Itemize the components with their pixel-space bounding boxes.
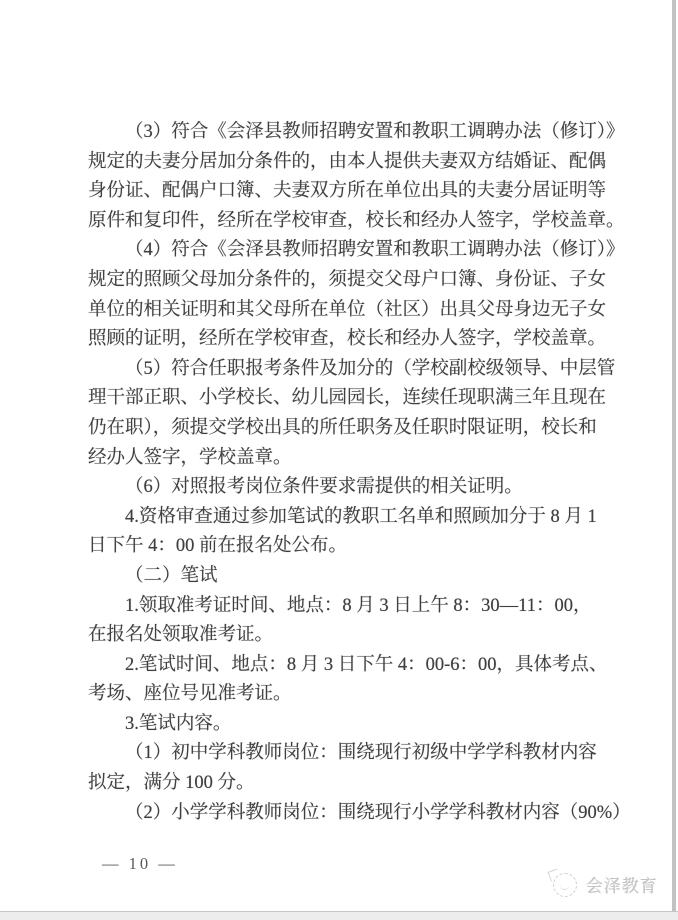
scan-edge-bottom bbox=[0, 911, 678, 920]
text-line: （5）符合任职报考条件及加分的（学校副校级领导、中层管 bbox=[125, 358, 616, 379]
text-line: 考场、座位号见准考证。 bbox=[88, 684, 292, 705]
scan-edge-right bbox=[672, 0, 676, 920]
text-line: 2.笔试时间、地点：8 月 3 日下午 4：00-6：00，具体考点、 bbox=[125, 654, 608, 675]
text-line: 经办人签字，学校盖章。 bbox=[88, 447, 292, 468]
text-line: 原件和复印件，经所在学校审查，校长和经办人签字，学校盖章。 bbox=[88, 210, 625, 231]
text-line: 4.资格审查通过参加笔试的教职工名单和照顾加分于 8 月 1 bbox=[125, 506, 597, 527]
text-line: 理干部正职、小学校长、幼儿园园长，连续任现职满三年且现在 bbox=[88, 388, 607, 409]
text-line: 仍在职），须提交学校出具的所任职务及任职时限证明，校长和 bbox=[88, 417, 597, 438]
text-line: 照顾的证明，经所在学校审查，校长和经办人签字，学校盖章。 bbox=[88, 329, 607, 350]
text-line: 在报名处领取准考证。 bbox=[88, 625, 274, 646]
watermark-label: 会泽教育 bbox=[586, 877, 658, 896]
text-line: （二）笔试 bbox=[125, 565, 218, 586]
text-line: 单位的相关证明和其父母所在单位（社区）出具父母身边无子女 bbox=[88, 299, 607, 320]
text-line: 规定的照顾父母加分条件的，须提交父母户口簿、身份证、子女 bbox=[88, 269, 607, 290]
text-line: 规定的夫妻分居加分条件的，由本人提供夫妻双方结婚证、配偶 bbox=[88, 151, 607, 172]
text-line: （2）小学学科教师岗位：围绕现行小学学科教材内容（90%） bbox=[125, 802, 631, 823]
text-line: 1.领取准考证时间、地点：8 月 3 日上午 8：30—11：00， bbox=[125, 595, 592, 616]
text-line: 身份证、配偶户口簿、夫妻双方所在单位出具的夫妻分居证明等 bbox=[88, 181, 607, 202]
text-line: 3.笔试内容。 bbox=[125, 713, 232, 734]
huize-education-logo-icon bbox=[553, 873, 577, 897]
page-number: — 10 — bbox=[102, 854, 178, 873]
text-line: 日下午 4：00 前在报名处公布。 bbox=[88, 536, 348, 557]
watermark bbox=[553, 872, 658, 897]
document-body bbox=[88, 118, 631, 828]
text-line: （4）符合《会泽县教师招聘安置和教职工调聘办法（修订）》 bbox=[125, 240, 625, 261]
text-line: （6）对照报考岗位条件要求需提供的相关证明。 bbox=[125, 477, 523, 498]
document-lines bbox=[88, 118, 631, 828]
text-line: （3）符合《会泽县教师招聘安置和教职工调聘办法（修订）》 bbox=[125, 122, 625, 142]
text-line: （1）初中学科教师岗位：围绕现行初级中学学科教材内容 bbox=[125, 743, 597, 764]
text-line: 拟定，满分 100 分。 bbox=[88, 773, 255, 794]
